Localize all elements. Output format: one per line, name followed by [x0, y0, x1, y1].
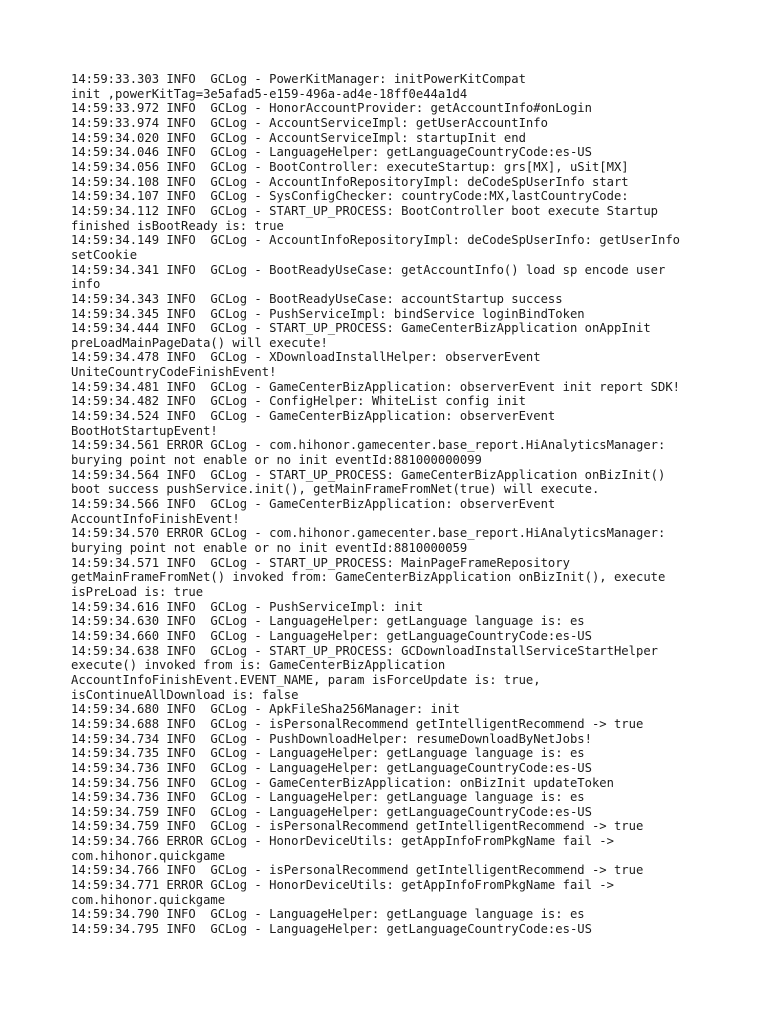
log-line: info [71, 277, 101, 292]
log-line: 14:59:34.759 INFO GCLog - isPersonalRecommend getIntelligentRecommend -> true [71, 819, 644, 834]
log-line: 14:59:34.795 INFO GCLog - LanguageHelper: getLanguageCountryCode:es-US [71, 922, 592, 937]
log-line: com.hihonor.quickgame [71, 848, 226, 863]
log-line: 14:59:34.734 INFO GCLog - PushDownloadHelper: resumeDownloadByNetJobs! [71, 731, 592, 746]
log-line: BootHotStartupEvent! [71, 423, 218, 438]
log-line: init ,powerKitTag=3e5afad5-e159-496a-ad4e-18ff0e44a1d4 [71, 86, 468, 101]
log-line: 14:59:34.638 INFO GCLog - START_UP_PROCESS: GCDownloadInstallServiceStartHelper [71, 643, 658, 658]
log-line: 14:59:34.478 INFO GCLog - XDownloadInstallHelper: observerEvent [71, 350, 541, 365]
log-line: isContinueAllDownload is: false [71, 687, 299, 702]
log-line: 14:59:34.688 INFO GCLog - isPersonalRecommend getIntelligentRecommend -> true [71, 716, 644, 731]
log-line: 14:59:34.735 INFO GCLog - LanguageHelper: getLanguage language is: es [71, 746, 585, 761]
log-line: 14:59:34.107 INFO GCLog - SysConfigChecker: countryCode:MX,lastCountryCode: [71, 189, 629, 204]
log-line: 14:59:34.108 INFO GCLog - AccountInfoRepositoryImpl: deCodeSpUserInfo start [71, 174, 629, 189]
log-line: 14:59:34.341 INFO GCLog - BootReadyUseCase: getAccountInfo() load sp encode user [71, 262, 666, 277]
log-line: 14:59:34.571 INFO GCLog - START_UP_PROCESS: MainPageFrameRepository [71, 555, 570, 570]
log-line: 14:59:34.771 ERROR GCLog - HonorDeviceUtils: getAppInfoFromPkgName fail -> [71, 878, 614, 893]
log-line: 14:59:34.149 INFO GCLog - AccountInfoRepositoryImpl: deCodeSpUserInfo: getUserInfo [71, 233, 681, 248]
log-line: execute() invoked from is: GameCenterBizApplication [71, 658, 446, 673]
log-line: 14:59:34.790 INFO GCLog - LanguageHelper: getLanguage language is: es [71, 907, 585, 922]
log-line: 14:59:34.343 INFO GCLog - BootReadyUseCase: accountStartup success [71, 291, 563, 306]
log-line: com.hihonor.quickgame [71, 892, 226, 907]
log-line: 14:59:34.736 INFO GCLog - LanguageHelper: getLanguageCountryCode:es-US [71, 760, 592, 775]
log-line: 14:59:34.444 INFO GCLog - START_UP_PROCESS: GameCenterBizApplication onAppInit [71, 321, 651, 336]
log-line: AccountInfoFinishEvent! [71, 511, 240, 526]
log-line: 14:59:34.524 INFO GCLog - GameCenterBizApplication: observerEvent [71, 409, 556, 424]
log-line: 14:59:34.570 ERROR GCLog - com.hihonor.gamecenter.base_report.HiAnalyticsManager: [71, 526, 666, 541]
log-line: setCookie [71, 247, 138, 262]
log-line: 14:59:33.972 INFO GCLog - HonorAccountProvider: getAccountInfo#onLogin [71, 101, 592, 116]
log-line: burying point not enable or no init eventId:881000000099 [71, 453, 482, 468]
log-line: 14:59:34.766 ERROR GCLog - HonorDeviceUtils: getAppInfoFromPkgName fail -> [71, 834, 614, 849]
log-line: 14:59:34.756 INFO GCLog - GameCenterBizApplication: onBizInit updateToken [71, 775, 614, 790]
log-line: 14:59:34.564 INFO GCLog - START_UP_PROCESS: GameCenterBizApplication onBizInit() [71, 467, 666, 482]
log-line: 14:59:34.020 INFO GCLog - AccountServiceImpl: startupInit end [71, 130, 526, 145]
log-line: 14:59:34.766 INFO GCLog - isPersonalRecommend getIntelligentRecommend -> true [71, 863, 644, 878]
log-line: 14:59:34.660 INFO GCLog - LanguageHelper: getLanguageCountryCode:es-US [71, 628, 592, 643]
log-line: burying point not enable or no init eventId:8810000059 [71, 541, 468, 555]
log-line: 14:59:34.112 INFO GCLog - START_UP_PROCESS: BootController boot execute Startup [71, 203, 658, 218]
log-line: 14:59:34.736 INFO GCLog - LanguageHelper: getLanguage language is: es [71, 790, 585, 805]
log-line: 14:59:34.680 INFO GCLog - ApkFileSha256Manager: init [71, 702, 460, 717]
log-line: 14:59:34.345 INFO GCLog - PushServiceImpl: bindService loginBindToken [71, 306, 585, 321]
log-line: 14:59:34.561 ERROR GCLog - com.hihonor.gamecenter.base_report.HiAnalyticsManager: [71, 438, 666, 453]
log-line: 14:59:34.481 INFO GCLog - GameCenterBizApplication: observerEvent init report SDK! [71, 379, 681, 394]
log-line: isPreLoad is: true [71, 584, 204, 599]
log-line: 14:59:34.482 INFO GCLog - ConfigHelper: WhiteList config init [71, 394, 526, 409]
log-line: finished isBootReady is: true [71, 218, 284, 233]
log-line: 14:59:34.616 INFO GCLog - PushServiceImpl: init [71, 599, 424, 614]
log-line: 14:59:34.566 INFO GCLog - GameCenterBizApplication: observerEvent [71, 497, 556, 512]
log-text-body [71, 72, 731, 937]
log-line: 14:59:34.630 INFO GCLog - LanguageHelper: getLanguage language is: es [71, 614, 585, 629]
log-line: boot success pushService.init(), getMainFrameFromNet(true) will execute. [71, 482, 600, 497]
log-line: 14:59:33.303 INFO GCLog - PowerKitManager: initPowerKitCompat [71, 72, 526, 86]
log-line: getMainFrameFromNet() invoked from: GameCenterBizApplication onBizInit(), execute [71, 570, 666, 585]
log-line: 14:59:34.056 INFO GCLog - BootController: executeStartup: grs[MX], uSit[MX] [71, 159, 629, 174]
log-line: preLoadMainPageData() will execute! [71, 335, 328, 350]
log-line: 14:59:33.974 INFO GCLog - AccountServiceImpl: getUserAccountInfo [71, 115, 548, 130]
log-line: AccountInfoFinishEvent.EVENT_NAME, param isForceUpdate is: true, [71, 672, 541, 687]
log-line: 14:59:34.046 INFO GCLog - LanguageHelper: getLanguageCountryCode:es-US [71, 145, 592, 160]
log-line: UniteCountryCodeFinishEvent! [71, 365, 277, 380]
log-line: 14:59:34.759 INFO GCLog - LanguageHelper: getLanguageCountryCode:es-US [71, 804, 592, 819]
